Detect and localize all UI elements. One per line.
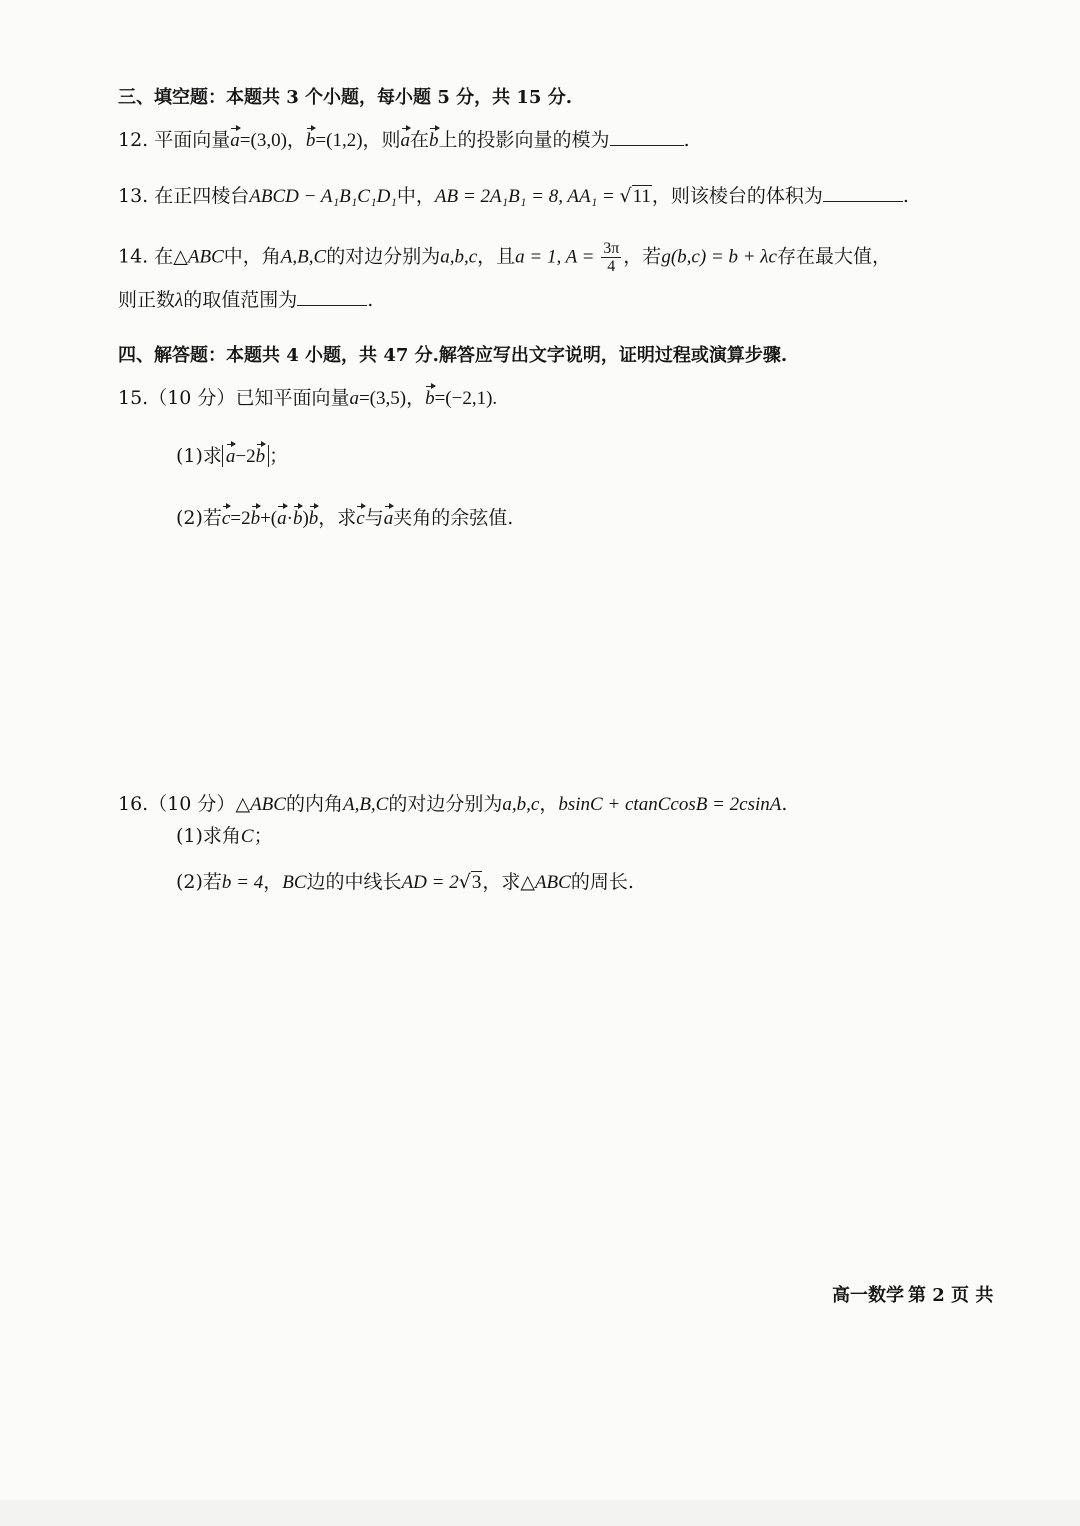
question-14: 14. 在△ABC中，角A,B,C的对边分别为a,b,c，且a = 1, A = $\frac{3\pi}{4}$ ，若g(b,c) = b + λc存在最大值， xyxy=(118,240,891,275)
question-number: 15. xyxy=(118,387,149,409)
scan-bottom-edge xyxy=(0,1500,1080,1526)
page-footer xyxy=(832,1281,997,1307)
question-14-line-2: 则正数λ的取值范围为 . xyxy=(118,289,374,311)
answer-blank xyxy=(297,287,367,306)
question-number: 16. xyxy=(118,793,149,815)
question-15: 15.（10 分）已知平面向量a=(3,5)，b=(−2,1). xyxy=(118,384,497,413)
given-equation: bsinC + ctanCcosB = 2csinA xyxy=(558,794,782,815)
question-16-part-1: (1)求角C； xyxy=(176,825,273,847)
answer-blank xyxy=(823,183,903,202)
answer-blank xyxy=(610,127,684,146)
vector-b: b xyxy=(306,127,316,155)
vector-b: b xyxy=(425,385,435,413)
question-16: 16.（10 分）△ABC的内角A,B,C的对边分别为a,b,c，bsinC + ctanCcosB = 2csinA. xyxy=(118,793,788,815)
score: （10 分） xyxy=(148,793,236,815)
question-number: 12. xyxy=(118,129,149,151)
question-15-part-2: (2)若c=2b+(a·b)b，求c与a夹角的余弦值. xyxy=(176,504,513,533)
section-solve-heading: 四、解答题：本题共 4 小题，共 47 分.解答应写出文字说明，证明过程或演算步骤. xyxy=(118,345,788,366)
question-16-part-2: (2)若b = 4，BC边的中线长AD = 2√3，求△ABC的周长. xyxy=(176,871,634,893)
footer-page-number: 第 2 页 共 xyxy=(908,1285,994,1306)
question-15-part-1: (1)求 a−2b ； xyxy=(176,442,288,471)
section-fill-in-heading: 三、填空题：本题共 3 个小题，每小题 5 分，共 15 分. xyxy=(118,87,572,108)
magnitude-expression: a−2b xyxy=(222,445,269,467)
vector-b: b xyxy=(429,127,439,155)
fraction: $\frac{3\pi}{4}$ xyxy=(603,240,620,275)
question-number: 13. xyxy=(118,185,149,207)
vector-a: a xyxy=(401,127,411,155)
question-12: 12. 平面向量a=(3,0)，b=(1,2)，则a在b上的投影向量的模为 . xyxy=(118,126,690,155)
footer-subject: 高一数学 xyxy=(832,1285,904,1306)
question-number: 14. xyxy=(118,245,149,268)
vector-a: a xyxy=(230,127,240,155)
frustum-name: ABCD − A₁B₁C₁D₁ xyxy=(249,186,397,207)
sqrt-radicand: 11 xyxy=(632,186,651,207)
score: （10 分） xyxy=(148,387,236,409)
question-13: 13. 在正四棱台ABCD − A₁B₁C₁D₁中，AB = 2A₁B₁ = 8, AA₁ = √11，则该棱台的体积为 . xyxy=(118,185,909,207)
